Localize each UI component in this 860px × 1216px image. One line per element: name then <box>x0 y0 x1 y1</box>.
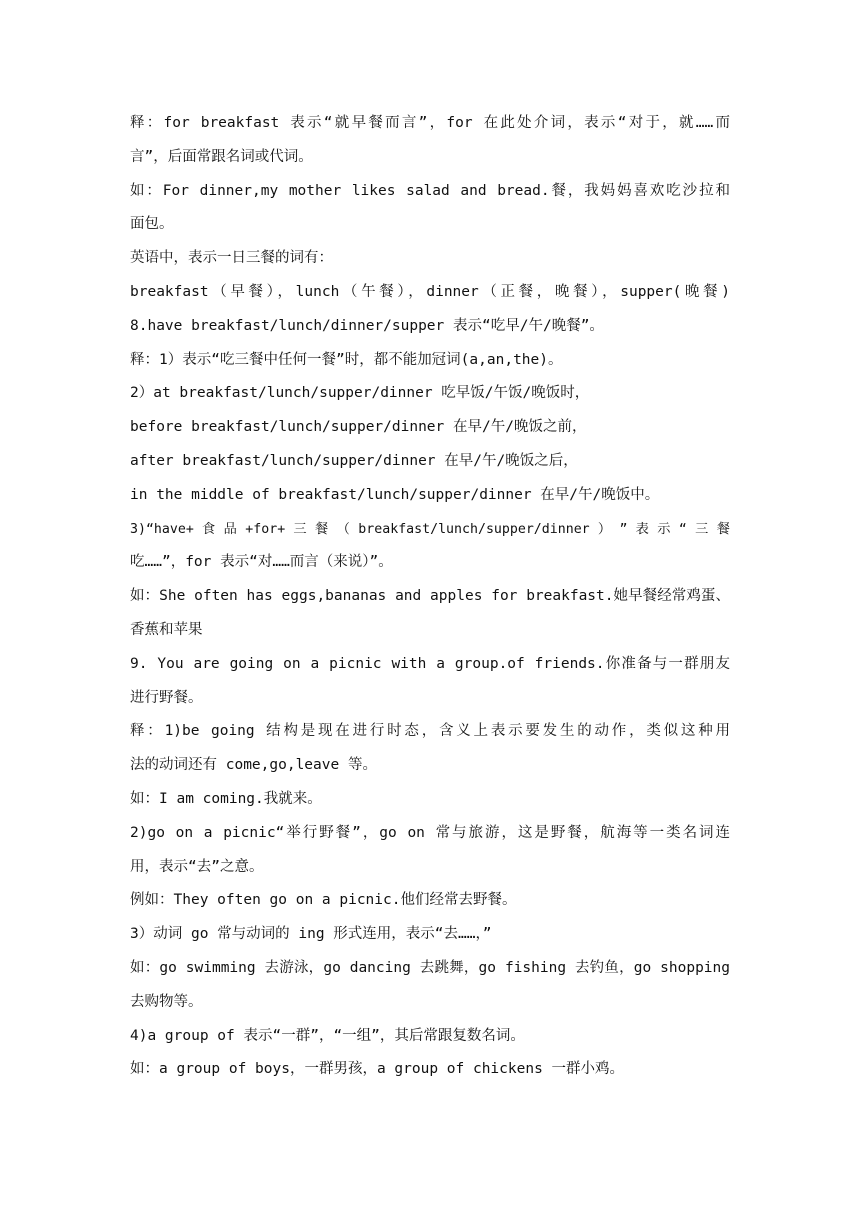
text-line: in the middle of breakfast/lunch/supper/dinner 在早/午/晚饭中。 <box>130 486 660 503</box>
text-line: 进行野餐。 <box>130 689 203 706</box>
text-line: after breakfast/lunch/supper/dinner 在早/午/晚饭之后， <box>130 452 578 469</box>
text-line: 言”，后面常跟名词或代词。 <box>130 148 313 165</box>
text-line: 法的动词还有 come,go,leave 等。 <box>130 757 377 774</box>
text-line: 吃……”，for 表示“对……而言（来说）”。 <box>130 554 393 571</box>
text-line: 如：a group of boys，一群男孩，a group of chickens 一群小鸡。 <box>130 1061 625 1078</box>
text-line: 4)a group of 表示“一群”，“一组”，其后常跟复数名词。 <box>130 1027 525 1044</box>
text-line: breakfast（早餐），lunch（午餐），dinner（正餐，晚餐），supper(晚餐) <box>130 283 730 300</box>
text-line: 如：She often has eggs,bananas and apples for breakfast.她早餐经常鸡蛋、 <box>130 588 730 605</box>
text-line: 8.have breakfast/lunch/dinner/supper 表示“吃早/午/晚餐”。 <box>130 317 604 334</box>
text-line: 用，表示“去”之意。 <box>130 858 264 875</box>
text-line: 香蕉和苹果 <box>130 621 203 638</box>
text-line: 释：1)be going 结构是现在进行时态，含义上表示要发生的动作，类似这种用 <box>130 723 730 740</box>
document-body <box>130 107 730 1087</box>
text-line: 2）at breakfast/lunch/supper/dinner 吃早饭/午饭/晚饭时， <box>130 385 590 402</box>
text-line: 释：for breakfast 表示“就早餐而言”，for 在此处介词，表示“对于，就……而 <box>130 115 730 131</box>
text-line: before breakfast/lunch/supper/dinner 在早/午/晚饭之前， <box>130 419 587 436</box>
text-line: 释：1）表示“吃三餐中任何一餐”时，都不能加冠词(a,an,the)。 <box>130 351 563 368</box>
text-line: 英语中，表示一日三餐的词有： <box>130 250 333 267</box>
text-line: 如：For dinner,my mother likes salad and bread.餐，我妈妈喜欢吃沙拉和 <box>130 182 730 199</box>
text-line: 如：go swimming 去游泳，go dancing 去跳舞，go fishing 去钓鱼，go shopping <box>130 959 730 976</box>
text-line: 3）动词 go 常与动词的 ing 形式连用，表示“去……，” <box>130 926 492 943</box>
text-line: 9. You are going on a picnic with a group.of friends.你准备与一群朋友 <box>130 655 730 672</box>
text-line: 面包。 <box>130 216 174 233</box>
text-line: 3)“have+ 食 品 +for+ 三 餐 （ breakfast/lunch/supper/dinner ） ” 表 示 “ 三 餐 <box>130 521 730 537</box>
text-line: 去购物等。 <box>130 993 203 1010</box>
text-line: 如：I am coming.我就来。 <box>130 790 322 807</box>
text-line: 2)go on a picnic“举行野餐”，go on 常与旅游，这是野餐，航海等一类名词连 <box>130 824 730 841</box>
text-line: 例如：They often go on a picnic.他们经常去野餐。 <box>130 892 517 909</box>
